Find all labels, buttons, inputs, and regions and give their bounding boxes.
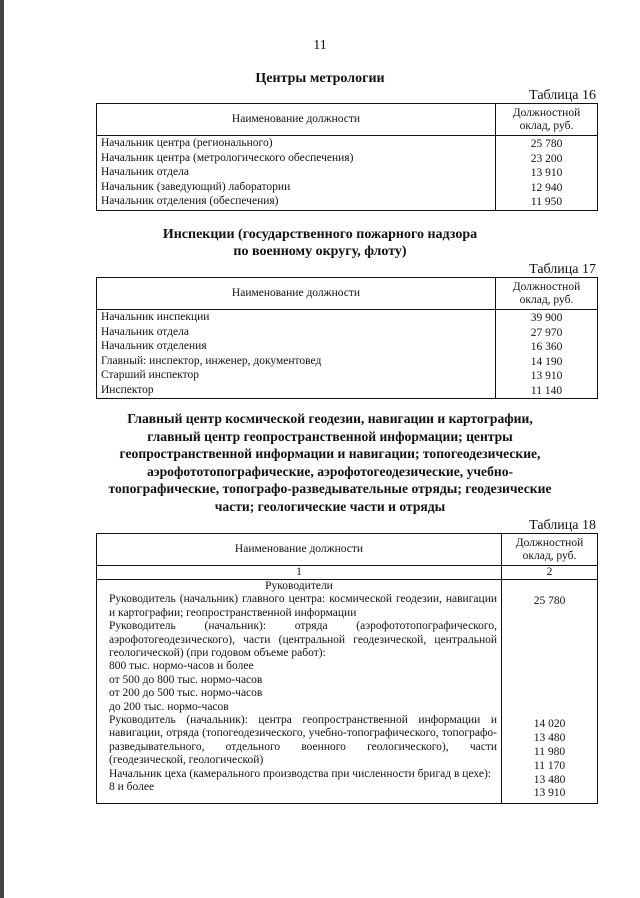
table-row: от 500 до 800 тыс. нормо-часов: [109, 673, 263, 686]
table-row: до 200 тыс. нормо-часов: [109, 700, 229, 713]
table17-salaries: [496, 310, 598, 399]
table-17: [96, 277, 598, 399]
salary-value: 13 480: [533, 732, 566, 744]
table16-names: [97, 136, 496, 211]
salary-value: 13 910: [533, 787, 566, 800]
table-row: Инспектор: [101, 383, 154, 396]
table-row: Руководитель (начальник) главного центра: космической геодезии, навигации и картографии; геопространственной информации: [109, 593, 497, 619]
table-row: Начальник центра (регионального): [101, 137, 273, 149]
salary-value: 13 910: [530, 370, 563, 382]
table-row: 8 и более: [109, 781, 155, 794]
salary-value: 16 360: [530, 341, 563, 353]
table-row: Начальник отдела: [101, 325, 189, 338]
table-row: Начальник инспекции: [101, 311, 210, 323]
salary-value: 25 780: [530, 138, 563, 150]
table17-col-salary: Должностной оклад, руб.: [496, 278, 598, 310]
salary-value: 11 140: [530, 384, 563, 397]
table-row: Главный: инспектор, инженер, документовед: [101, 354, 322, 367]
table-row: Начальник отделения: [101, 340, 207, 352]
table16-label: Таблица 16: [529, 88, 596, 103]
table-row: от 200 до 500 тыс. нормо-часов: [109, 687, 263, 700]
table18-col-salary: Должностной оклад, руб.: [502, 534, 598, 566]
table18-body-names: [97, 580, 502, 804]
table-row: 800 тыс. нормо-часов и более: [109, 660, 254, 673]
salary-value: 39 900: [530, 312, 563, 324]
section2-heading: [80, 226, 560, 260]
table-row: Начальник отдела: [101, 166, 189, 178]
table18-col-num-2: 2: [502, 566, 598, 580]
table16-col-salary: Должностной оклад, руб.: [496, 104, 598, 136]
salary-value: 14 020: [533, 718, 566, 730]
section3-heading: [60, 410, 600, 515]
salary-value: 12 940: [530, 181, 563, 194]
salary-value: 23 200: [530, 152, 563, 165]
salary-value: 27 970: [530, 326, 563, 339]
table-row: Начальник цеха (камерального производства при численности бригад в цехе):: [109, 767, 491, 780]
section3-heading-line: геопространственной информации и навигации; топогеодезические,: [119, 446, 541, 461]
salary-value: 11 950: [530, 196, 563, 208]
table18-col-name: Наименование должности: [97, 534, 502, 566]
table-row: Руководитель (начальник): центра геопространственной информации и навигации, отряда (топогеодезического, учебно-топографического, топографо-разведывательного, отдельного военного геологического), части (геодезической, геологической): [109, 714, 497, 767]
table16-col-name: Наименование должности: [97, 104, 496, 136]
section3-heading-line: топографические, топографо-разведывательные отряды; геодезические: [108, 481, 552, 496]
salary-value: 11 170: [533, 760, 566, 772]
table17-names: [97, 310, 496, 399]
table-row: Начальник (заведующий) лаборатории: [101, 180, 291, 193]
table-row: Начальник центра (метрологического обеспечения): [101, 151, 354, 164]
section2-heading-line1: Инспекции (государственного пожарного надзора: [162, 227, 478, 242]
salary-value: 13 910: [530, 167, 563, 179]
scan-edge: [0, 0, 4, 898]
table-16: [96, 103, 598, 211]
salary-value: 11 980: [533, 746, 566, 758]
section3-heading-line: части; геологические части и отряды: [214, 498, 446, 514]
salary-value: 13 480: [533, 774, 566, 786]
table-row: Руководитель (начальник): отряда (аэрофототопографического, аэрофотогеодезического), части (центральной геодезической, центральной геологической) (при годовом объеме работ):: [109, 620, 497, 660]
table18-body-salaries: [502, 580, 598, 804]
table18-label: Таблица 18: [529, 518, 596, 533]
table-row: Старший инспектор: [101, 369, 200, 381]
table-18: [96, 533, 598, 804]
section3-heading-line: Главный центр космической геодезии, навигации и картографии,: [127, 411, 533, 426]
table16-salaries: [496, 136, 598, 211]
page-number: 11: [313, 38, 327, 53]
table-row: Начальник отделения (обеспечения): [101, 195, 279, 207]
table17-label: Таблица 17: [529, 262, 596, 277]
section2-heading-line2: по военному округу, флоту): [233, 244, 407, 259]
table17-col-name: Наименование должности: [97, 278, 496, 310]
salary-value: 14 190: [530, 355, 563, 368]
section3-heading-line: главный центр геопространственной информации; центры: [147, 428, 513, 444]
section3-heading-line: аэрофототопографические, аэрофотогеодезические, учебно-: [146, 463, 514, 479]
table18-col-num-1: 1: [97, 566, 502, 580]
group-title: Руководители: [265, 580, 333, 592]
salary-value: 25 780: [533, 595, 566, 607]
section1-heading: Центры метрологии: [255, 71, 385, 86]
